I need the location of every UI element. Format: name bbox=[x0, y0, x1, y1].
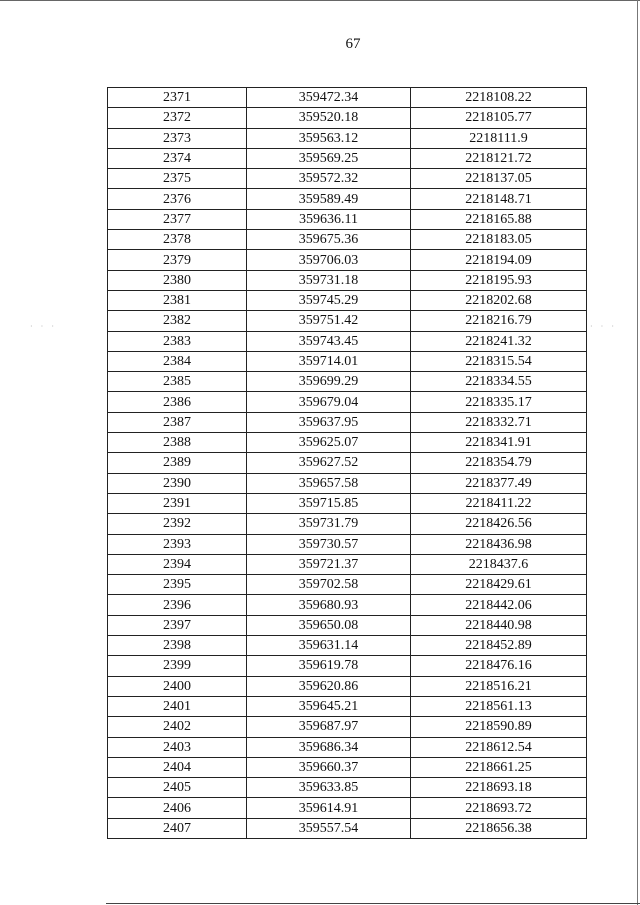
x-coordinate-cell: 359745.29 bbox=[247, 290, 411, 310]
table-row bbox=[108, 230, 587, 250]
y-coordinate-cell: 2218590.89 bbox=[411, 717, 587, 737]
y-coordinate-cell: 2218137.05 bbox=[411, 169, 587, 189]
x-coordinate-cell: 359572.32 bbox=[247, 169, 411, 189]
table-row bbox=[108, 575, 587, 595]
y-coordinate-cell: 2218476.16 bbox=[411, 656, 587, 676]
x-coordinate-cell: 359660.37 bbox=[247, 757, 411, 777]
point-number-cell: 2375 bbox=[108, 169, 247, 189]
point-number-cell: 2379 bbox=[108, 250, 247, 270]
table-row bbox=[108, 757, 587, 777]
table-row bbox=[108, 189, 587, 209]
table-row bbox=[108, 453, 587, 473]
page-border-right bbox=[637, 0, 638, 905]
x-coordinate-cell: 359702.58 bbox=[247, 575, 411, 595]
page-border-bottom bbox=[106, 903, 640, 904]
y-coordinate-cell: 2218429.61 bbox=[411, 575, 587, 595]
y-coordinate-cell: 2218165.88 bbox=[411, 209, 587, 229]
y-coordinate-cell: 2218411.22 bbox=[411, 493, 587, 513]
table-row bbox=[108, 595, 587, 615]
x-coordinate-cell: 359619.78 bbox=[247, 656, 411, 676]
point-number-cell: 2403 bbox=[108, 737, 247, 757]
y-coordinate-cell: 2218452.89 bbox=[411, 636, 587, 656]
table-row bbox=[108, 636, 587, 656]
y-coordinate-cell: 2218656.38 bbox=[411, 818, 587, 838]
point-number-cell: 2398 bbox=[108, 636, 247, 656]
table-row bbox=[108, 372, 587, 392]
scan-noise-left: · · · bbox=[30, 322, 57, 331]
table-row bbox=[108, 818, 587, 838]
y-coordinate-cell: 2218332.71 bbox=[411, 412, 587, 432]
y-coordinate-cell: 2218442.06 bbox=[411, 595, 587, 615]
point-number-cell: 2392 bbox=[108, 514, 247, 534]
point-number-cell: 2399 bbox=[108, 656, 247, 676]
table-row bbox=[108, 798, 587, 818]
point-number-cell: 2391 bbox=[108, 493, 247, 513]
table-row bbox=[108, 169, 587, 189]
y-coordinate-cell: 2218195.93 bbox=[411, 270, 587, 290]
table-row bbox=[108, 534, 587, 554]
y-coordinate-cell: 2218335.17 bbox=[411, 392, 587, 412]
point-number-cell: 2407 bbox=[108, 818, 247, 838]
table-row bbox=[108, 392, 587, 412]
y-coordinate-cell: 2218315.54 bbox=[411, 351, 587, 371]
table-row bbox=[108, 250, 587, 270]
x-coordinate-cell: 359589.49 bbox=[247, 189, 411, 209]
x-coordinate-cell: 359631.14 bbox=[247, 636, 411, 656]
table-row bbox=[108, 270, 587, 290]
x-coordinate-cell: 359731.79 bbox=[247, 514, 411, 534]
point-number-cell: 2390 bbox=[108, 473, 247, 493]
point-number-cell: 2376 bbox=[108, 189, 247, 209]
point-number-cell: 2401 bbox=[108, 696, 247, 716]
x-coordinate-cell: 359714.01 bbox=[247, 351, 411, 371]
point-number-cell: 2388 bbox=[108, 433, 247, 453]
x-coordinate-cell: 359699.29 bbox=[247, 372, 411, 392]
table-row bbox=[108, 433, 587, 453]
scan-noise-right: · · · bbox=[590, 322, 617, 331]
point-number-cell: 2384 bbox=[108, 351, 247, 371]
x-coordinate-cell: 359680.93 bbox=[247, 595, 411, 615]
y-coordinate-cell: 2218194.09 bbox=[411, 250, 587, 270]
x-coordinate-cell: 359627.52 bbox=[247, 453, 411, 473]
table-row bbox=[108, 493, 587, 513]
x-coordinate-cell: 359636.11 bbox=[247, 209, 411, 229]
y-coordinate-cell: 2218241.32 bbox=[411, 331, 587, 351]
point-number-cell: 2404 bbox=[108, 757, 247, 777]
table-row bbox=[108, 128, 587, 148]
x-coordinate-cell: 359633.85 bbox=[247, 778, 411, 798]
y-coordinate-cell: 2218202.68 bbox=[411, 290, 587, 310]
x-coordinate-cell: 359687.97 bbox=[247, 717, 411, 737]
x-coordinate-cell: 359715.85 bbox=[247, 493, 411, 513]
point-number-cell: 2373 bbox=[108, 128, 247, 148]
x-coordinate-cell: 359657.58 bbox=[247, 473, 411, 493]
page-border-top bbox=[0, 0, 640, 1]
table-row bbox=[108, 88, 587, 108]
table-row bbox=[108, 148, 587, 168]
table-row bbox=[108, 331, 587, 351]
point-number-cell: 2397 bbox=[108, 615, 247, 635]
x-coordinate-cell: 359620.86 bbox=[247, 676, 411, 696]
point-number-cell: 2374 bbox=[108, 148, 247, 168]
table-row bbox=[108, 615, 587, 635]
x-coordinate-cell: 359563.12 bbox=[247, 128, 411, 148]
x-coordinate-cell: 359706.03 bbox=[247, 250, 411, 270]
x-coordinate-cell: 359675.36 bbox=[247, 230, 411, 250]
point-number-cell: 2378 bbox=[108, 230, 247, 250]
y-coordinate-cell: 2218111.9 bbox=[411, 128, 587, 148]
table-row bbox=[108, 290, 587, 310]
x-coordinate-cell: 359614.91 bbox=[247, 798, 411, 818]
x-coordinate-cell: 359569.25 bbox=[247, 148, 411, 168]
x-coordinate-cell: 359472.34 bbox=[247, 88, 411, 108]
x-coordinate-cell: 359751.42 bbox=[247, 311, 411, 331]
table-row bbox=[108, 209, 587, 229]
x-coordinate-cell: 359625.07 bbox=[247, 433, 411, 453]
x-coordinate-cell: 359557.54 bbox=[247, 818, 411, 838]
y-coordinate-cell: 2218377.49 bbox=[411, 473, 587, 493]
y-coordinate-cell: 2218426.56 bbox=[411, 514, 587, 534]
y-coordinate-cell: 2218354.79 bbox=[411, 453, 587, 473]
point-number-cell: 2389 bbox=[108, 453, 247, 473]
y-coordinate-cell: 2218436.98 bbox=[411, 534, 587, 554]
point-number-cell: 2396 bbox=[108, 595, 247, 615]
point-number-cell: 2385 bbox=[108, 372, 247, 392]
point-number-cell: 2380 bbox=[108, 270, 247, 290]
x-coordinate-cell: 359645.21 bbox=[247, 696, 411, 716]
x-coordinate-cell: 359679.04 bbox=[247, 392, 411, 412]
x-coordinate-cell: 359520.18 bbox=[247, 108, 411, 128]
point-number-cell: 2383 bbox=[108, 331, 247, 351]
table-row bbox=[108, 656, 587, 676]
point-number-cell: 2393 bbox=[108, 534, 247, 554]
table-row bbox=[108, 514, 587, 534]
point-number-cell: 2377 bbox=[108, 209, 247, 229]
y-coordinate-cell: 2218437.6 bbox=[411, 554, 587, 574]
y-coordinate-cell: 2218334.55 bbox=[411, 372, 587, 392]
table-row bbox=[108, 108, 587, 128]
point-number-cell: 2382 bbox=[108, 311, 247, 331]
y-coordinate-cell: 2218341.91 bbox=[411, 433, 587, 453]
point-number-cell: 2394 bbox=[108, 554, 247, 574]
point-number-cell: 2371 bbox=[108, 88, 247, 108]
coordinates-table bbox=[107, 87, 587, 839]
y-coordinate-cell: 2218516.21 bbox=[411, 676, 587, 696]
y-coordinate-cell: 2218612.54 bbox=[411, 737, 587, 757]
y-coordinate-cell: 2218148.71 bbox=[411, 189, 587, 209]
point-number-cell: 2402 bbox=[108, 717, 247, 737]
table-row bbox=[108, 696, 587, 716]
x-coordinate-cell: 359721.37 bbox=[247, 554, 411, 574]
table-row bbox=[108, 717, 587, 737]
point-number-cell: 2406 bbox=[108, 798, 247, 818]
x-coordinate-cell: 359650.08 bbox=[247, 615, 411, 635]
point-number-cell: 2381 bbox=[108, 290, 247, 310]
x-coordinate-cell: 359743.45 bbox=[247, 331, 411, 351]
y-coordinate-cell: 2218216.79 bbox=[411, 311, 587, 331]
coordinates-table-body bbox=[108, 88, 587, 839]
point-number-cell: 2386 bbox=[108, 392, 247, 412]
y-coordinate-cell: 2218105.77 bbox=[411, 108, 587, 128]
point-number-cell: 2387 bbox=[108, 412, 247, 432]
point-number-cell: 2395 bbox=[108, 575, 247, 595]
y-coordinate-cell: 2218183.05 bbox=[411, 230, 587, 250]
table-row bbox=[108, 351, 587, 371]
point-number-cell: 2372 bbox=[108, 108, 247, 128]
y-coordinate-cell: 2218440.98 bbox=[411, 615, 587, 635]
y-coordinate-cell: 2218693.72 bbox=[411, 798, 587, 818]
y-coordinate-cell: 2218121.72 bbox=[411, 148, 587, 168]
y-coordinate-cell: 2218661.25 bbox=[411, 757, 587, 777]
table-row bbox=[108, 473, 587, 493]
y-coordinate-cell: 2218108.22 bbox=[411, 88, 587, 108]
point-number-cell: 2400 bbox=[108, 676, 247, 696]
table-row bbox=[108, 778, 587, 798]
point-number-cell: 2405 bbox=[108, 778, 247, 798]
table-row bbox=[108, 737, 587, 757]
x-coordinate-cell: 359686.34 bbox=[247, 737, 411, 757]
x-coordinate-cell: 359730.57 bbox=[247, 534, 411, 554]
y-coordinate-cell: 2218561.13 bbox=[411, 696, 587, 716]
table-row bbox=[108, 311, 587, 331]
x-coordinate-cell: 359637.95 bbox=[247, 412, 411, 432]
page-number: 67 bbox=[345, 36, 361, 52]
table-row bbox=[108, 412, 587, 432]
y-coordinate-cell: 2218693.18 bbox=[411, 778, 587, 798]
table-row bbox=[108, 676, 587, 696]
x-coordinate-cell: 359731.18 bbox=[247, 270, 411, 290]
table-row bbox=[108, 554, 587, 574]
